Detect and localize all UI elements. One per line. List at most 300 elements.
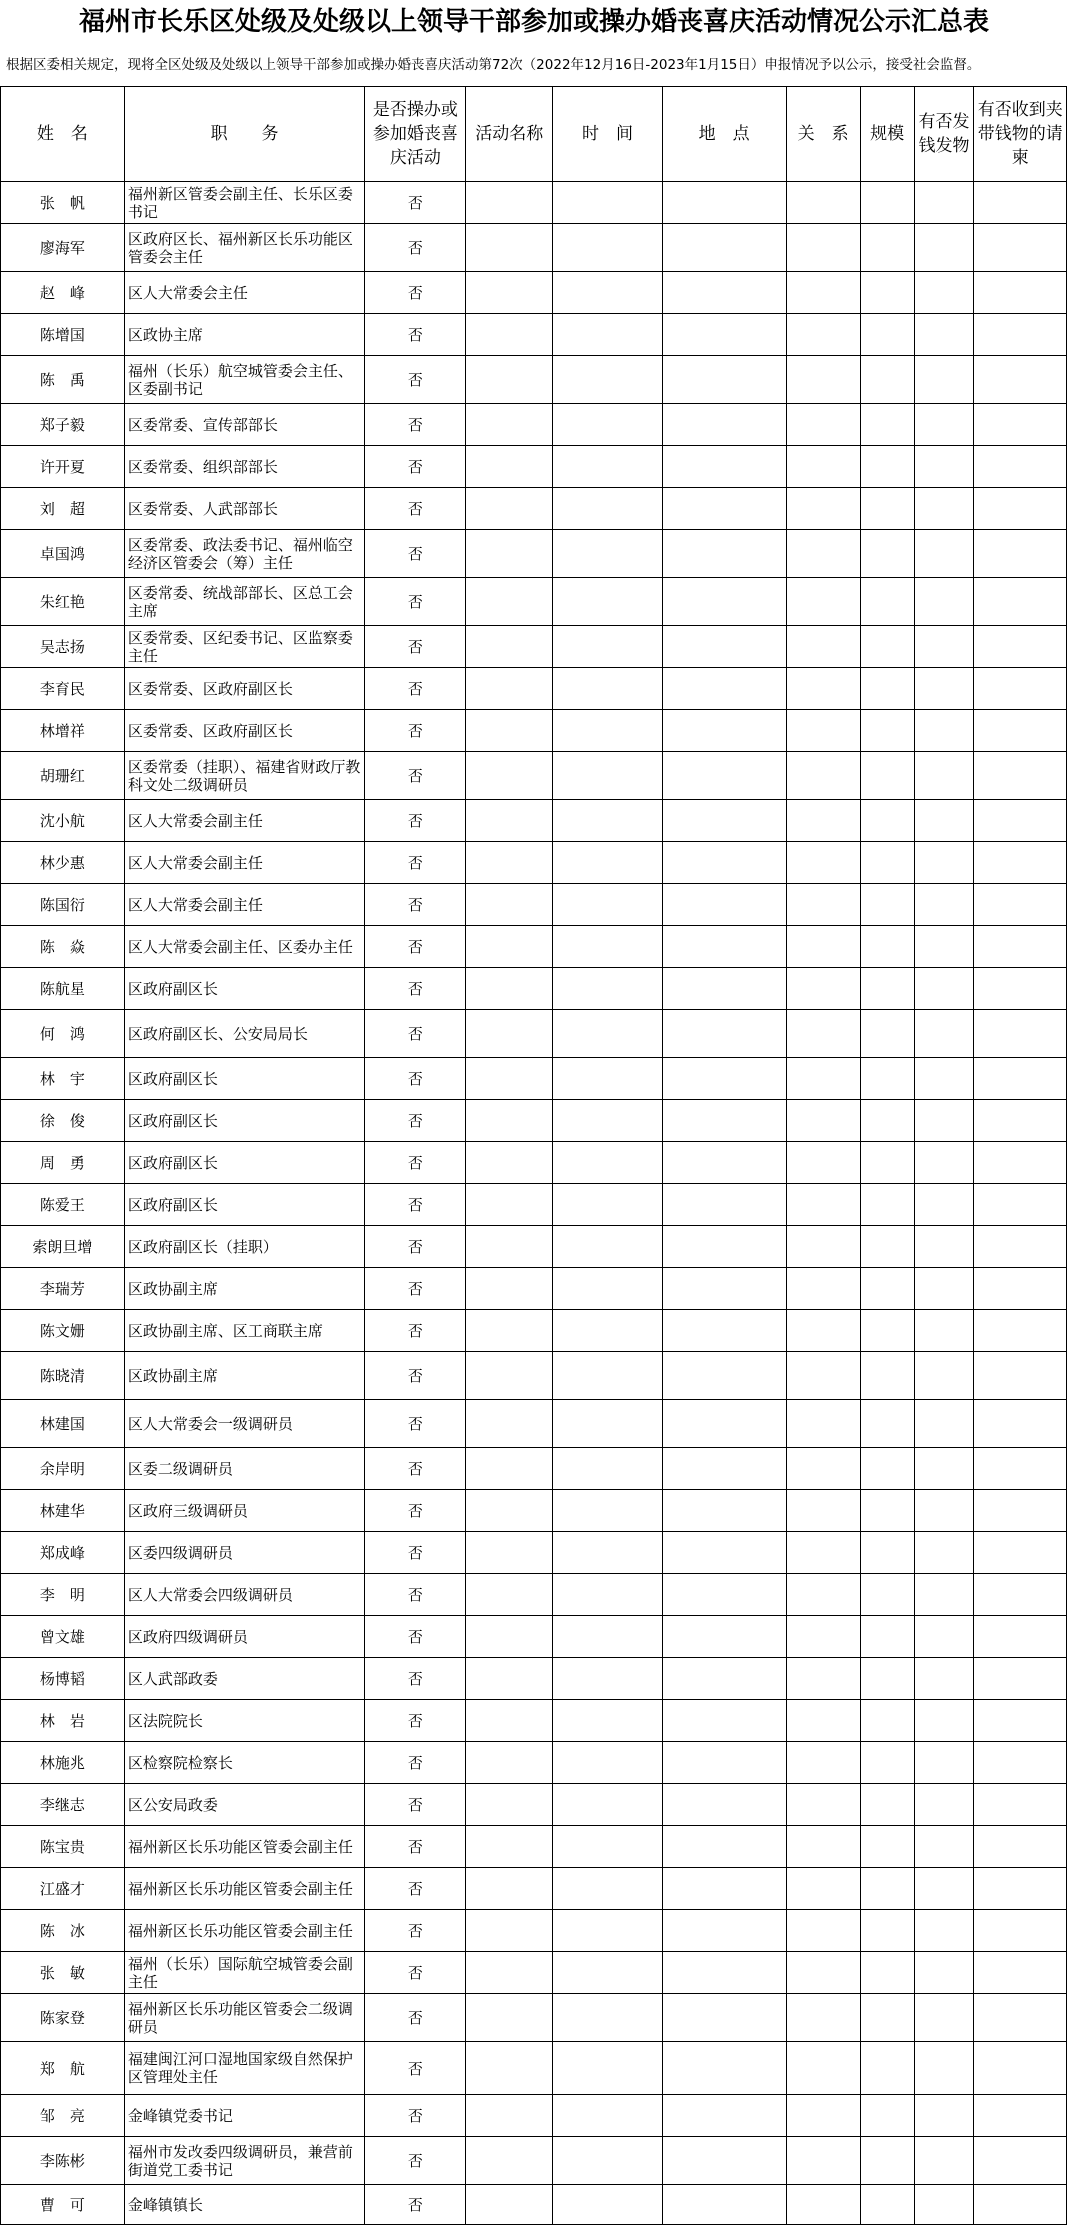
cell-involved: 否 — [365, 1268, 466, 1310]
cell-name: 赵 峰 — [1, 272, 125, 314]
cell-name: 徐 俊 — [1, 1100, 125, 1142]
cell-time — [553, 842, 663, 884]
cell-involved: 否 — [365, 1952, 466, 1994]
cell-relation — [786, 2137, 860, 2185]
cell-relation — [786, 1268, 860, 1310]
cell-gifts — [974, 968, 1067, 1010]
cell-involved: 否 — [365, 272, 466, 314]
notice-text: 根据区委相关规定，现将全区处级及处级以上领导干部参加或操办婚丧喜庆活动第72次（2022年12月16日-2023年1月15日）申报情况予以公示，接受社会监督。 — [6, 57, 981, 73]
cell-post: 区公安局政委 — [124, 1784, 365, 1826]
cell-involved: 否 — [365, 968, 466, 1010]
cell-scale — [860, 1100, 914, 1142]
cell-activity — [466, 1352, 553, 1400]
cell-activity — [466, 1184, 553, 1226]
cell-post: 区政府区长、福州新区长乐功能区管委会主任 — [124, 224, 365, 272]
cell-scale — [860, 2137, 914, 2185]
cell-time — [553, 1574, 663, 1616]
cell-money — [914, 1448, 974, 1490]
cell-money — [914, 884, 974, 926]
cell-relation — [786, 356, 860, 404]
cell-post: 区检察院检察长 — [124, 1742, 365, 1784]
cell-gifts — [974, 1142, 1067, 1184]
cell-post: 区政协副主席 — [124, 1352, 365, 1400]
table-row — [1, 2042, 1067, 2095]
cell-activity — [466, 1826, 553, 1868]
cell-time — [553, 224, 663, 272]
cell-relation — [786, 1184, 860, 1226]
cell-money — [914, 224, 974, 272]
cell-relation — [786, 2042, 860, 2095]
cell-relation — [786, 968, 860, 1010]
table-row — [1, 1310, 1067, 1352]
cell-scale — [860, 1010, 914, 1058]
cell-money — [914, 1784, 974, 1826]
cell-place — [662, 1994, 786, 2042]
cell-relation — [786, 314, 860, 356]
cell-money — [914, 800, 974, 842]
table-row — [1, 1100, 1067, 1142]
cell-scale — [860, 1532, 914, 1574]
cell-relation — [786, 926, 860, 968]
cell-name: 陈爱王 — [1, 1184, 125, 1226]
cell-name: 沈小航 — [1, 800, 125, 842]
table-body — [1, 182, 1067, 2225]
cell-involved: 否 — [365, 488, 466, 530]
cell-post: 区人大常委会四级调研员 — [124, 1574, 365, 1616]
cell-place — [662, 1784, 786, 1826]
cell-money — [914, 182, 974, 224]
cell-gifts — [974, 2185, 1067, 2225]
cell-time — [553, 2042, 663, 2095]
cell-scale — [860, 2095, 914, 2137]
cell-time — [553, 668, 663, 710]
cell-gifts — [974, 800, 1067, 842]
cell-involved: 否 — [365, 2095, 466, 2137]
cell-money — [914, 272, 974, 314]
cell-money — [914, 1532, 974, 1574]
cell-time — [553, 272, 663, 314]
cell-name: 江盛才 — [1, 1868, 125, 1910]
cell-involved: 否 — [365, 1742, 466, 1784]
cell-scale — [860, 2042, 914, 2095]
cell-name: 李陈彬 — [1, 2137, 125, 2185]
cell-relation — [786, 1910, 860, 1952]
cell-money — [914, 1616, 974, 1658]
cell-activity — [466, 488, 553, 530]
cell-activity — [466, 1058, 553, 1100]
table-row — [1, 1532, 1067, 1574]
cell-scale — [860, 314, 914, 356]
cell-money — [914, 314, 974, 356]
header-name: 姓 名 — [1, 87, 125, 182]
cell-gifts — [974, 1868, 1067, 1910]
cell-time — [553, 356, 663, 404]
cell-involved: 否 — [365, 884, 466, 926]
cell-scale — [860, 1700, 914, 1742]
cell-gifts — [974, 1658, 1067, 1700]
cell-activity — [466, 1100, 553, 1142]
cell-post: 区政府副区长 — [124, 968, 365, 1010]
cell-relation — [786, 1826, 860, 1868]
cell-scale — [860, 1574, 914, 1616]
cell-money — [914, 404, 974, 446]
cell-post: 区委常委、统战部部长、区总工会主席 — [124, 578, 365, 626]
cell-money — [914, 356, 974, 404]
table-row — [1, 668, 1067, 710]
cell-time — [553, 752, 663, 800]
cell-money — [914, 668, 974, 710]
cell-scale — [860, 1448, 914, 1490]
cell-place — [662, 1310, 786, 1352]
cell-place — [662, 1184, 786, 1226]
table-row — [1, 968, 1067, 1010]
cell-scale — [860, 752, 914, 800]
table-row — [1, 842, 1067, 884]
table-row — [1, 1826, 1067, 1868]
cell-involved: 否 — [365, 2185, 466, 2225]
cell-involved: 否 — [365, 1448, 466, 1490]
cell-post: 区人武部政委 — [124, 1658, 365, 1700]
cell-post: 区政府副区长 — [124, 1184, 365, 1226]
cell-place — [662, 1574, 786, 1616]
cell-place — [662, 710, 786, 752]
cell-involved: 否 — [365, 1700, 466, 1742]
cell-gifts — [974, 710, 1067, 752]
cell-scale — [860, 2185, 914, 2225]
cell-activity — [466, 2095, 553, 2137]
cell-activity — [466, 578, 553, 626]
cell-relation — [786, 626, 860, 668]
cell-gifts — [974, 356, 1067, 404]
cell-gifts — [974, 1184, 1067, 1226]
cell-money — [914, 1868, 974, 1910]
cell-activity — [466, 1310, 553, 1352]
cell-gifts — [974, 1490, 1067, 1532]
cell-relation — [786, 1574, 860, 1616]
cell-gifts — [974, 1616, 1067, 1658]
cell-scale — [860, 578, 914, 626]
cell-name: 陈航星 — [1, 968, 125, 1010]
cell-activity — [466, 1226, 553, 1268]
table-row — [1, 1226, 1067, 1268]
cell-time — [553, 1994, 663, 2042]
cell-scale — [860, 1490, 914, 1532]
table-row — [1, 1352, 1067, 1400]
cell-activity — [466, 1400, 553, 1448]
cell-involved: 否 — [365, 1352, 466, 1400]
cell-involved: 否 — [365, 710, 466, 752]
cell-post: 区政府副区长、公安局局长 — [124, 1010, 365, 1058]
cell-activity — [466, 2042, 553, 2095]
cell-activity — [466, 710, 553, 752]
cell-place — [662, 1010, 786, 1058]
cell-time — [553, 1490, 663, 1532]
cell-relation — [786, 224, 860, 272]
cell-relation — [786, 1784, 860, 1826]
cell-place — [662, 1268, 786, 1310]
cell-place — [662, 356, 786, 404]
table-row — [1, 1616, 1067, 1658]
cell-gifts — [974, 2137, 1067, 2185]
cell-scale — [860, 1742, 914, 1784]
cell-scale — [860, 272, 914, 314]
cell-scale — [860, 710, 914, 752]
cell-scale — [860, 530, 914, 578]
cell-relation — [786, 1700, 860, 1742]
cell-place — [662, 1616, 786, 1658]
cell-post: 区政府副区长（挂职） — [124, 1226, 365, 1268]
cell-money — [914, 1226, 974, 1268]
cell-relation — [786, 1742, 860, 1784]
cell-money — [914, 1658, 974, 1700]
cell-money — [914, 968, 974, 1010]
cell-name: 林增祥 — [1, 710, 125, 752]
cell-place — [662, 446, 786, 488]
cell-activity — [466, 752, 553, 800]
cell-name: 邹 亮 — [1, 2095, 125, 2137]
cell-name: 何 鸿 — [1, 1010, 125, 1058]
cell-gifts — [974, 446, 1067, 488]
cell-time — [553, 1784, 663, 1826]
cell-post: 福州新区长乐功能区管委会副主任 — [124, 1826, 365, 1868]
cell-involved: 否 — [365, 1994, 466, 2042]
cell-involved: 否 — [365, 2042, 466, 2095]
cell-activity — [466, 182, 553, 224]
header-relation: 关 系 — [786, 87, 860, 182]
cell-place — [662, 1910, 786, 1952]
cell-money — [914, 1826, 974, 1868]
cell-post: 福州新区长乐功能区管委会二级调研员 — [124, 1994, 365, 2042]
cell-name: 陈增国 — [1, 314, 125, 356]
cell-involved: 否 — [365, 356, 466, 404]
cell-place — [662, 1700, 786, 1742]
cell-time — [553, 1184, 663, 1226]
cell-post: 区政协副主席 — [124, 1268, 365, 1310]
cell-scale — [860, 182, 914, 224]
cell-place — [662, 1058, 786, 1100]
cell-gifts — [974, 926, 1067, 968]
cell-time — [553, 1910, 663, 1952]
cell-place — [662, 1448, 786, 1490]
cell-involved: 否 — [365, 842, 466, 884]
cell-place — [662, 272, 786, 314]
table-row — [1, 2185, 1067, 2225]
header-scale: 规模 — [860, 87, 914, 182]
cell-post: 区政协副主席、区工商联主席 — [124, 1310, 365, 1352]
cell-time — [553, 1226, 663, 1268]
cell-place — [662, 314, 786, 356]
cell-scale — [860, 1352, 914, 1400]
cell-activity — [466, 800, 553, 842]
cell-gifts — [974, 314, 1067, 356]
cell-name: 陈家登 — [1, 1994, 125, 2042]
cell-involved: 否 — [365, 1532, 466, 1574]
cell-post: 福州新区长乐功能区管委会副主任 — [124, 1868, 365, 1910]
cell-time — [553, 626, 663, 668]
cell-activity — [466, 1700, 553, 1742]
cell-involved: 否 — [365, 1400, 466, 1448]
cell-name: 吴志扬 — [1, 626, 125, 668]
cell-relation — [786, 446, 860, 488]
cell-post: 区人大常委会副主任 — [124, 800, 365, 842]
cell-post: 区政协主席 — [124, 314, 365, 356]
cell-gifts — [974, 2042, 1067, 2095]
cell-involved: 否 — [365, 1658, 466, 1700]
cell-name: 杨博韬 — [1, 1658, 125, 1700]
cell-activity — [466, 1868, 553, 1910]
header-place: 地 点 — [662, 87, 786, 182]
cell-money — [914, 2137, 974, 2185]
cell-activity — [466, 626, 553, 668]
cell-name: 郑成峰 — [1, 1532, 125, 1574]
cell-involved: 否 — [365, 1310, 466, 1352]
cell-involved: 否 — [365, 926, 466, 968]
cell-post: 区委常委、区政府副区长 — [124, 710, 365, 752]
cell-place — [662, 1658, 786, 1700]
cell-scale — [860, 1616, 914, 1658]
cell-time — [553, 1352, 663, 1400]
header-time: 时 间 — [553, 87, 663, 182]
cell-relation — [786, 1994, 860, 2042]
cell-gifts — [974, 1448, 1067, 1490]
cell-time — [553, 2095, 663, 2137]
cell-name: 李 明 — [1, 1574, 125, 1616]
table-row — [1, 182, 1067, 224]
cell-relation — [786, 488, 860, 530]
cell-name: 周 勇 — [1, 1142, 125, 1184]
cell-post: 区人大常委会一级调研员 — [124, 1400, 365, 1448]
cell-scale — [860, 404, 914, 446]
cell-scale — [860, 800, 914, 842]
cell-place — [662, 224, 786, 272]
cell-name: 林施兆 — [1, 1742, 125, 1784]
cell-involved: 否 — [365, 1010, 466, 1058]
cell-gifts — [974, 1574, 1067, 1616]
table-row — [1, 488, 1067, 530]
cell-name: 李继志 — [1, 1784, 125, 1826]
cell-gifts — [974, 1784, 1067, 1826]
cell-activity — [466, 1490, 553, 1532]
header-money: 有否发钱发物 — [914, 87, 974, 182]
cell-involved: 否 — [365, 404, 466, 446]
cell-activity — [466, 2185, 553, 2225]
table-row — [1, 1010, 1067, 1058]
cell-place — [662, 884, 786, 926]
cell-gifts — [974, 1700, 1067, 1742]
cell-money — [914, 1400, 974, 1448]
cell-place — [662, 668, 786, 710]
cell-scale — [860, 842, 914, 884]
cell-gifts — [974, 182, 1067, 224]
cell-scale — [860, 626, 914, 668]
cell-relation — [786, 272, 860, 314]
cell-money — [914, 1100, 974, 1142]
cell-relation — [786, 668, 860, 710]
cell-post: 区政府四级调研员 — [124, 1616, 365, 1658]
cell-money — [914, 1490, 974, 1532]
cell-post: 福州市发改委四级调研员，兼营前街道党工委书记 — [124, 2137, 365, 2185]
cell-relation — [786, 1448, 860, 1490]
cell-name: 余岸明 — [1, 1448, 125, 1490]
cell-time — [553, 1100, 663, 1142]
cell-involved: 否 — [365, 1184, 466, 1226]
cell-money — [914, 710, 974, 752]
table-row — [1, 530, 1067, 578]
table-row — [1, 1058, 1067, 1100]
cell-money — [914, 578, 974, 626]
cell-relation — [786, 1616, 860, 1658]
cell-name: 胡珊红 — [1, 752, 125, 800]
cell-activity — [466, 968, 553, 1010]
cell-relation — [786, 1490, 860, 1532]
cell-involved: 否 — [365, 668, 466, 710]
cell-name: 许开夏 — [1, 446, 125, 488]
cell-time — [553, 1448, 663, 1490]
cell-relation — [786, 1400, 860, 1448]
cell-place — [662, 626, 786, 668]
cell-post: 福州（长乐）国际航空城管委会副主任 — [124, 1952, 365, 1994]
cell-time — [553, 578, 663, 626]
header-post: 职 务 — [124, 87, 365, 182]
cell-gifts — [974, 842, 1067, 884]
cell-involved: 否 — [365, 578, 466, 626]
cell-activity — [466, 668, 553, 710]
table-row — [1, 356, 1067, 404]
table-row — [1, 1142, 1067, 1184]
cell-name: 林 岩 — [1, 1700, 125, 1742]
cell-name: 林少惠 — [1, 842, 125, 884]
cell-money — [914, 1184, 974, 1226]
cell-scale — [860, 884, 914, 926]
cell-relation — [786, 1658, 860, 1700]
cell-activity — [466, 1952, 553, 1994]
cell-money — [914, 1310, 974, 1352]
cell-time — [553, 1616, 663, 1658]
cell-activity — [466, 884, 553, 926]
cell-money — [914, 446, 974, 488]
cell-activity — [466, 1448, 553, 1490]
cell-involved: 否 — [365, 2137, 466, 2185]
table-row — [1, 800, 1067, 842]
cell-money — [914, 2042, 974, 2095]
cell-scale — [860, 1826, 914, 1868]
cell-relation — [786, 884, 860, 926]
cell-name: 张 帆 — [1, 182, 125, 224]
cell-name: 陈宝贵 — [1, 1826, 125, 1868]
cell-relation — [786, 1010, 860, 1058]
cell-place — [662, 1226, 786, 1268]
cell-activity — [466, 1142, 553, 1184]
cell-scale — [860, 1784, 914, 1826]
cell-activity — [466, 530, 553, 578]
cell-place — [662, 2095, 786, 2137]
cell-post: 区法院院长 — [124, 1700, 365, 1742]
cell-activity — [466, 1268, 553, 1310]
cell-time — [553, 1742, 663, 1784]
cell-involved: 否 — [365, 1826, 466, 1868]
cell-gifts — [974, 578, 1067, 626]
cell-post: 区委常委、区政府副区长 — [124, 668, 365, 710]
table-row — [1, 1868, 1067, 1910]
cell-post: 区政府副区长 — [124, 1058, 365, 1100]
cell-relation — [786, 182, 860, 224]
cell-scale — [860, 968, 914, 1010]
cell-scale — [860, 1910, 914, 1952]
cell-gifts — [974, 752, 1067, 800]
table-row — [1, 314, 1067, 356]
table-row — [1, 404, 1067, 446]
cell-post: 区人大常委会副主任 — [124, 842, 365, 884]
